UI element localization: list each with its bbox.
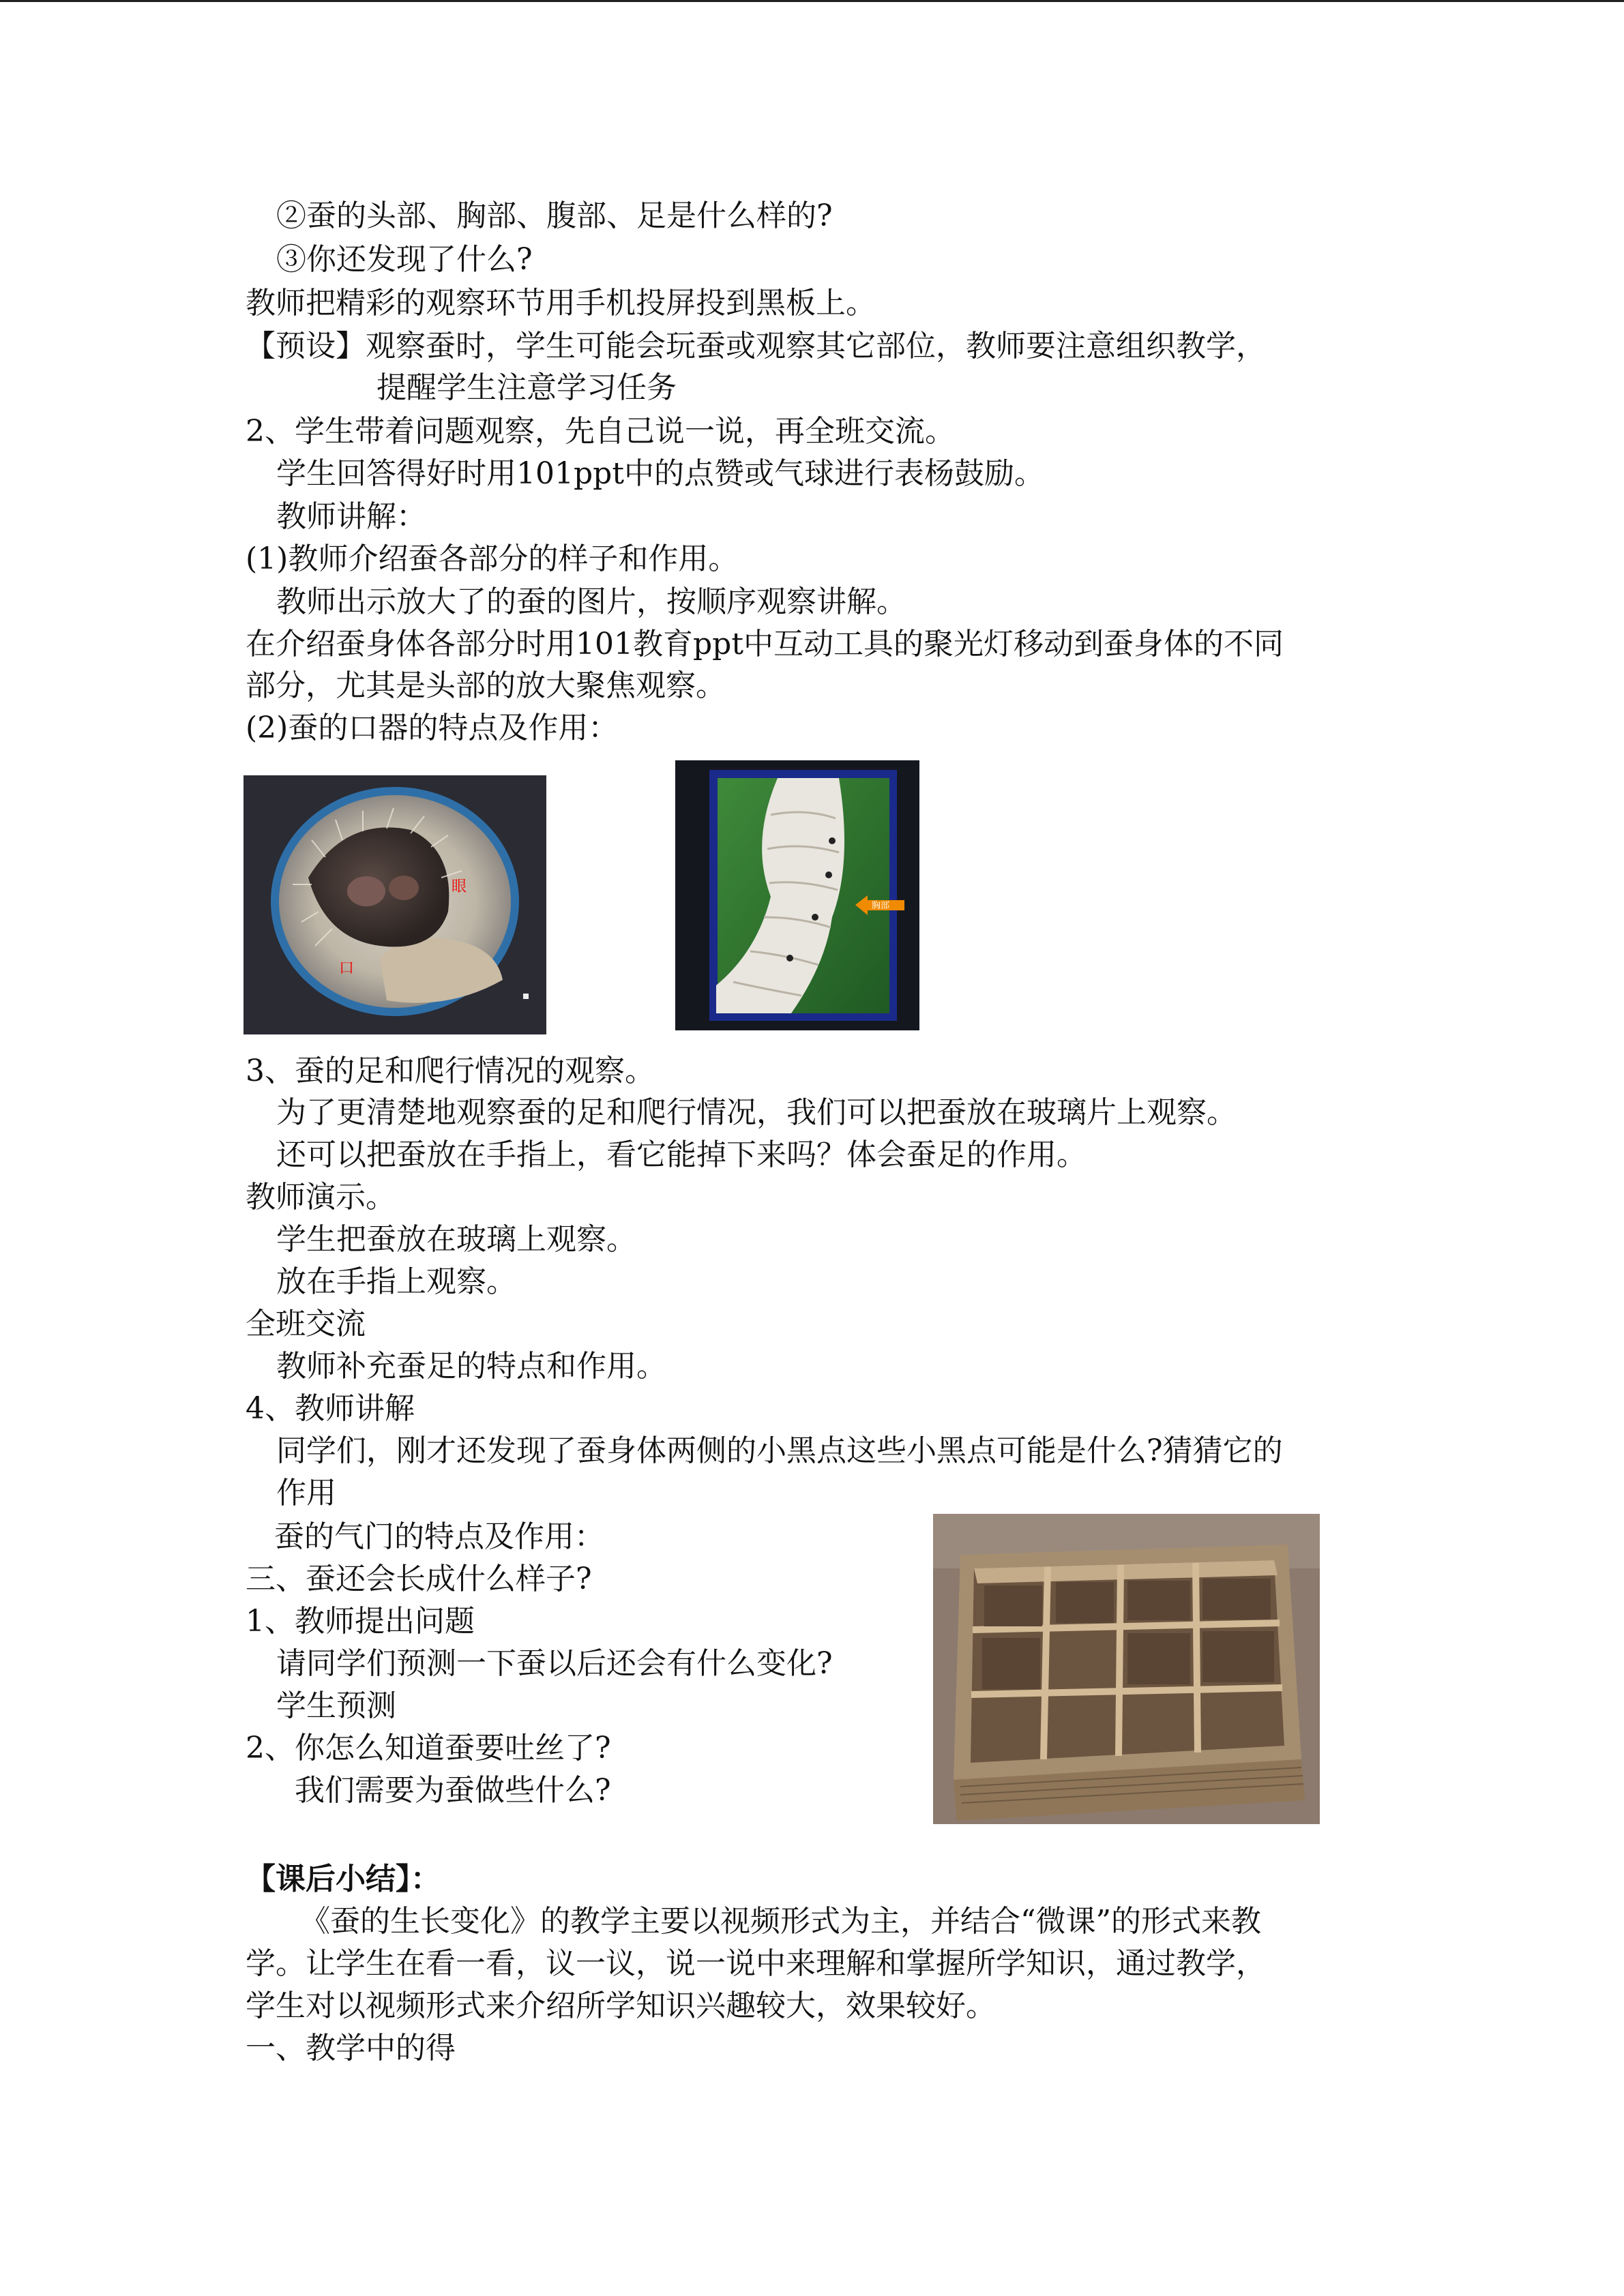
text-line: 学生把蚕放在玻璃上观察。 [276,1222,636,1257]
text-line: 2、你怎么知道蚕要吐丝了? [246,1731,611,1765]
summary-line: 学生对以视频形式来介绍所学知识兴趣较大，效果较好。 [246,1988,996,2023]
page-top-border [0,0,1624,2]
text-line: (2)蚕的口器的特点及作用： [246,711,619,745]
text-line: 作用 [276,1476,336,1510]
text-line: 全班交流 [246,1307,366,1341]
question-3: ③你还发现了什么? [276,242,533,277]
section-gains-heading: 一、教学中的得 [246,2031,456,2066]
mouth-label: 口 [339,960,355,977]
preset-line-cont: 提醒学生注意学习任务 [377,370,677,405]
text-line: 教师把精彩的观察环节用手机投屏投到黑板上。 [246,286,876,320]
text-line: 蚕的气门的特点及作用： [274,1519,604,1554]
after-class-summary-heading: 【课后小结】： [246,1862,441,1896]
summary-line: 学。让学生在看一看，议一议，说一说中来理解和掌握所学知识，通过教学， [246,1946,1266,1981]
text-line: 学生回答得好时用101ppt中的点赞或气球进行表杨鼓励。 [276,456,1044,491]
text-line: (1)教师介绍蚕各部分的样子和作用。 [246,541,739,576]
question-2: ②蚕的头部、胸部、腹部、足是什么样的? [276,198,833,233]
step-4-heading: 4、教师讲解 [246,1391,415,1426]
text-line: 在介绍蚕身体各部分时用101教育ppt中互动工具的聚光灯移动到蚕身体的不同 [246,627,1284,661]
text-line: 1、教师提出问题 [246,1604,475,1639]
text-line: 学生预测 [276,1688,396,1723]
preset-line: 【预设】观察蚕时，学生可能会玩蚕或观察其它部位，教师要注意组织教学， [246,329,1266,363]
text-line: 教师演示。 [246,1180,396,1214]
text-line: 放在手指上观察。 [276,1264,516,1299]
text-line: 教师讲解： [276,499,426,534]
summary-line: 《蚕的生长变化》的教学主要以视频形式为主，并结合“微课”的形式来教 [300,1904,1261,1939]
text-line: 同学们，刚才还发现了蚕身体两侧的小黑点这些小黑点可能是什么?猜猜它的 [276,1433,1283,1468]
step-3-heading: 3、蚕的足和爬行情况的观察。 [246,1054,655,1088]
text-line: 教师出示放大了的蚕的图片，按顺序观察讲解。 [276,584,906,619]
text-line: 部分，尤其是头部的放大聚焦观察。 [246,668,726,703]
thorax-label: 胸部 [872,901,890,911]
text-line: 请同学们预测一下蚕以后还会有什么变化? [276,1646,833,1681]
text-line: 还可以把蚕放在手指上，看它能掉下来吗？体会蚕足的作用。 [276,1137,1087,1172]
text-line: 我们需要为蚕做些什么? [295,1773,611,1808]
section-3-heading: 三、蚕还会长成什么样子? [246,1562,592,1596]
step-2-heading: 2、学生带着问题观察，先自己说一说，再全班交流。 [246,414,955,449]
text-line: 教师补充蚕足的特点和作用。 [276,1349,666,1384]
cardboard-box-photo [933,1514,1320,1824]
eye-label: 眼 [452,878,467,895]
text-line: 为了更清楚地观察蚕的足和爬行情况，我们可以把蚕放在玻璃片上观察。 [276,1095,1237,1130]
silkworm-body-photo [675,760,919,1030]
silkworm-head-photo [243,775,546,1034]
